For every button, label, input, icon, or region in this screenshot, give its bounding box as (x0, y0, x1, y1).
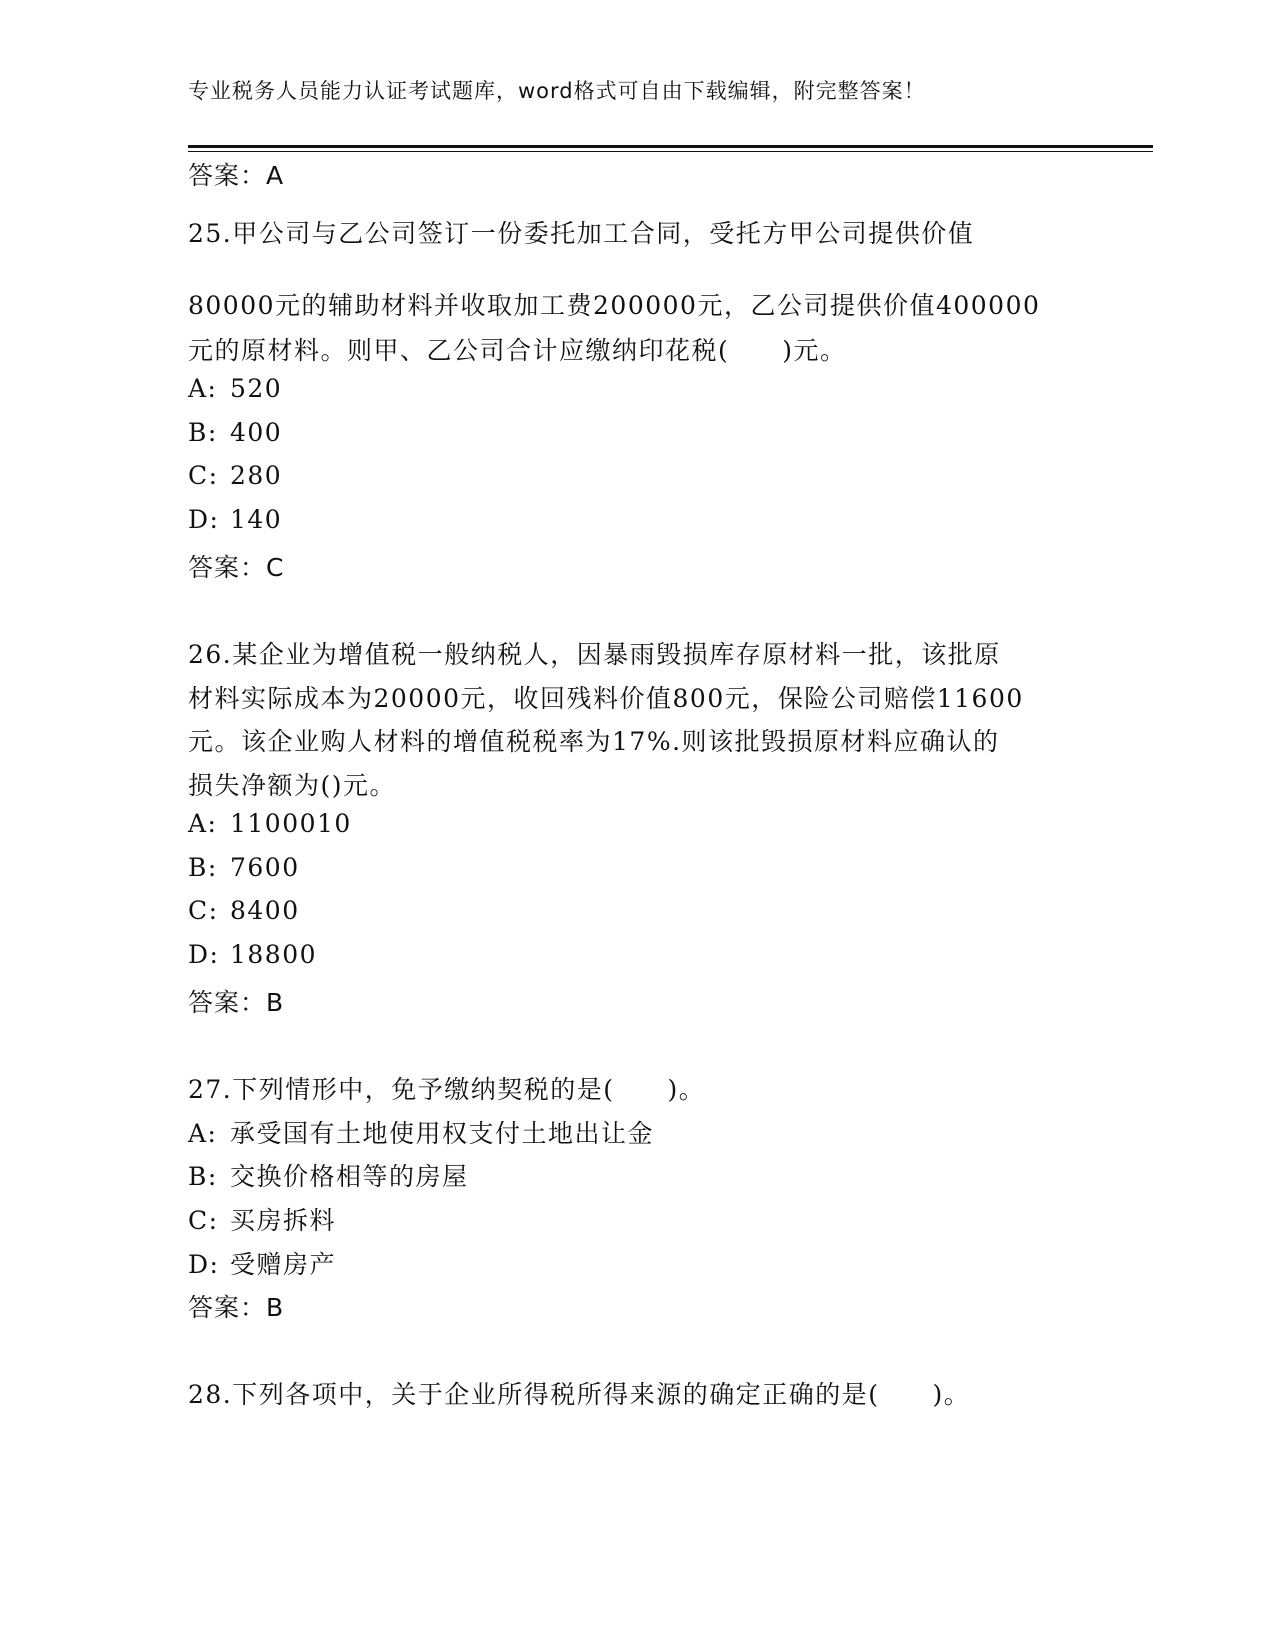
header-rule-thin (188, 151, 1153, 152)
option-letter: D: (188, 1250, 220, 1279)
header-rule-thick (188, 145, 1153, 148)
option-text: 交换价格相等的房屋 (230, 1162, 469, 1191)
q26-line-3: 元。该企业购人材料的增值税税率为17%.则该批毁损原材料应确认的 (188, 727, 1000, 756)
option-text: 400 (230, 418, 283, 447)
answer-q25: 答案：C (188, 553, 285, 582)
option-text: 受赠房产 (230, 1250, 337, 1279)
q26-option-a (188, 809, 352, 838)
q27-option-c (188, 1201, 336, 1237)
q28-line-1: 28.下列各项中，关于企业所得税所得来源的确定正确的是( )。 (188, 1380, 971, 1409)
option-letter: B: (188, 418, 218, 447)
q27-line-1: 27.下列情形中，免予缴纳契税的是( )。 (188, 1075, 706, 1104)
q26-option-d (188, 940, 317, 969)
q27-option-a (188, 1114, 654, 1150)
q26-line-2: 材料实际成本为20000元，收回残料价值800元，保险公司赔偿11600 (188, 684, 1024, 713)
q26-option-b (188, 853, 300, 882)
q25-option-b (188, 418, 282, 447)
option-letter: B: (188, 1162, 218, 1191)
option-letter: A: (188, 1119, 218, 1148)
option-text: 买房拆料 (230, 1206, 337, 1235)
option-letter: A: (188, 809, 218, 838)
q27-option-d (188, 1245, 336, 1281)
option-letter: A: (188, 374, 218, 403)
answer-prev: 答案：A (188, 161, 285, 190)
q25-option-d (188, 505, 282, 534)
q27-option-b (188, 1157, 469, 1193)
option-letter: C: (188, 896, 219, 925)
option-text: 280 (230, 461, 283, 490)
option-text: 8400 (230, 896, 300, 925)
answer-q27: 答案：B (188, 1293, 285, 1322)
q25-line-3: 元的原材料。则甲、乙公司合计应缴纳印花税( )元。 (188, 336, 847, 365)
q26-line-1: 26.某企业为增值税一般纳税人，因暴雨毁损库存原材料一批，该批原 (188, 640, 1001, 669)
q25-line-2: 80000元的辅助材料并收取加工费200000元，乙公司提供价值400000 (188, 291, 1041, 320)
page-header: 专业税务人员能力认证考试题库，word格式可自由下载编辑，附完整答案！ (188, 79, 926, 103)
q25-option-c (188, 461, 282, 490)
answer-q26: 答案：B (188, 988, 285, 1017)
q25-option-a (188, 374, 282, 403)
option-text: 18800 (230, 940, 318, 969)
option-text: 7600 (230, 853, 300, 882)
q25-line-1: 25.甲公司与乙公司签订一份委托加工合同，受托方甲公司提供价值 (188, 219, 975, 248)
option-text: 140 (230, 505, 283, 534)
option-text: 承受国有土地使用权支付土地出让金 (230, 1119, 655, 1148)
option-letter: C: (188, 461, 219, 490)
option-letter: C: (188, 1206, 219, 1235)
option-text: 1100010 (230, 809, 352, 838)
option-letter: D: (188, 505, 220, 534)
option-letter: D: (188, 940, 220, 969)
option-text: 520 (230, 374, 283, 403)
q26-line-4: 损失净额为()元。 (188, 771, 397, 800)
option-letter: B: (188, 853, 218, 882)
q26-option-c (188, 896, 300, 925)
